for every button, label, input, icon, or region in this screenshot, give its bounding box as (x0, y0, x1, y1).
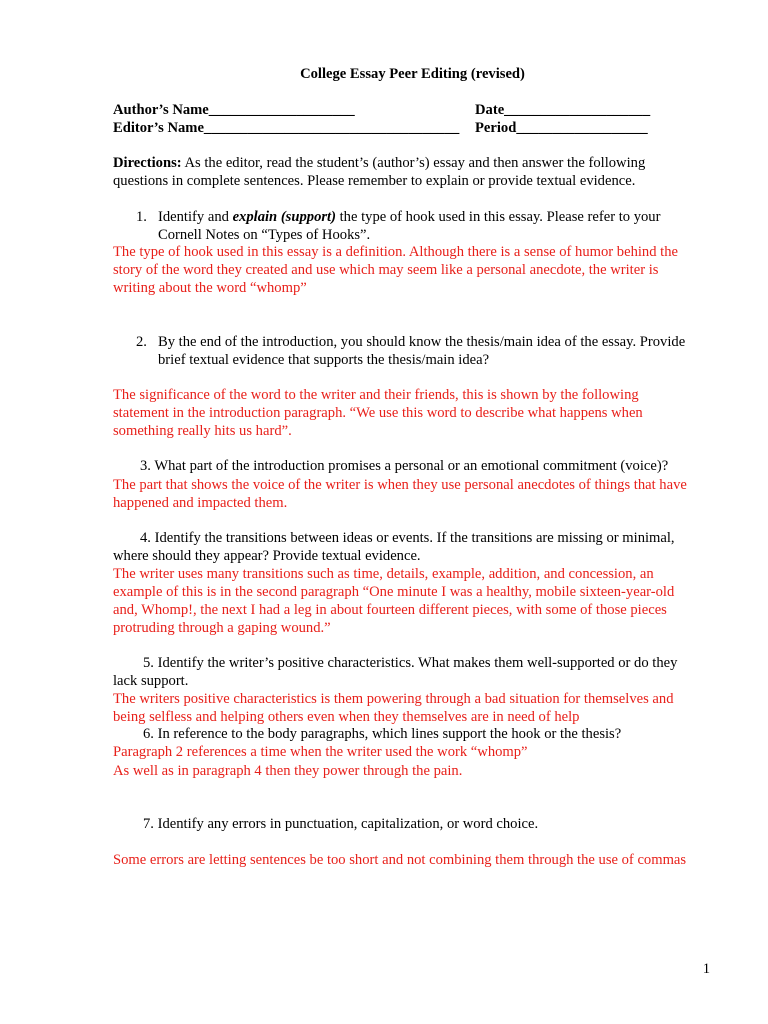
answer-4-line-2: example of this is in the second paragraph “One minute I was a healthy, mobile sixteen-year-old (113, 584, 675, 600)
answer-1-line-2: story of the word they created and use which may seem like a personal anecdote, the writer is (113, 262, 659, 278)
date-field: Date____________________ (475, 102, 651, 118)
question-1-lead: Identify and (158, 209, 233, 225)
answer-2-line-1: The significance of the word to the writer and their friends, this is shown by the following (113, 387, 639, 403)
answer-4-line-1: The writer uses many transitions such as time, details, example, addition, and concession, an (113, 566, 654, 582)
question-1-number: 1. (136, 209, 147, 225)
answer-2-line-3: something really hits us hard”. (113, 423, 292, 439)
answer-6-line-2: As well as in paragraph 4 then they power through the pain. (113, 763, 463, 779)
answer-1-line-1: The type of hook used in this essay is a definition. Although there is a sense of humor behind the (113, 244, 679, 260)
answer-4-line-3: and, Whomp!, the next I had a leg in about fourteen different pieces, with some of those pieces (113, 602, 667, 618)
document-title: College Essay Peer Editing (revised) (300, 66, 525, 82)
answer-4-line-4: protruding through a gaping wound.” (113, 620, 331, 636)
question-3: 3. What part of the introduction promises a personal or an emotional commitment (voice)? (140, 458, 669, 474)
answer-6-line-1: Paragraph 2 references a time when the writer used the work “whomp” (113, 744, 528, 760)
answer-5-line-2: being selfless and helping others even when they themselves are in need of help (113, 709, 580, 725)
author-name-field: Author’s Name____________________ (113, 102, 355, 118)
directions-line-1 (113, 154, 645, 172)
directions-text-1: As the editor, read the student’s (author’s) essay and then answer the following (181, 155, 646, 171)
question-4-line-1: 4. Identify the transitions between ideas or events. If the transitions are missing or minimal, (140, 530, 675, 546)
question-4-line-2: where should they appear? Provide textual evidence. (113, 548, 421, 564)
period-field: Period__________________ (475, 120, 648, 136)
question-1-emphasis: explain (support) (232, 209, 336, 225)
answer-1-line-3: writing about the word “whomp” (113, 280, 307, 296)
question-6: 6. In reference to the body paragraphs, which lines support the hook or the thesis? (143, 726, 622, 742)
page-number: 1 (702, 961, 710, 977)
question-2-number: 2. (136, 334, 147, 350)
question-2-line-2: brief textual evidence that supports the thesis/main idea? (158, 352, 490, 368)
question-5-line-1: 5. Identify the writer’s positive characteristics. What makes them well-supported or do they (143, 655, 678, 671)
directions-text-2: questions in complete sentences. Please remember to explain or provide textual evidence. (113, 173, 636, 189)
question-5-line-2: lack support. (113, 673, 189, 689)
question-1-line-1 (158, 208, 660, 226)
answer-7-line-1: Some errors are letting sentences be too short and not combining them through the use of commas (113, 852, 687, 868)
question-1-line-2: Cornell Notes on “Types of Hooks”. (158, 227, 371, 243)
question-2-line-1: By the end of the introduction, you should know the thesis/main idea of the essay. Provide (158, 334, 686, 350)
answer-3-line-2: happened and impacted them. (113, 495, 288, 511)
question-7: 7. Identify any errors in punctuation, capitalization, or word choice. (143, 816, 539, 832)
answer-2-line-2: statement in the introduction paragraph. “We use this word to describe what happens when (113, 405, 643, 421)
question-1-rest: the type of hook used in this essay. Please refer to your (335, 209, 661, 225)
answer-5-line-1: The writers positive characteristics is them powering through a bad situation for themselves and (113, 691, 674, 707)
answer-3-line-1: The part that shows the voice of the writer is when they use personal anecdotes of things that have (113, 477, 687, 493)
editor-name-field: Editor’s Name___________________________________ (113, 120, 460, 136)
directions-label: Directions: (113, 155, 182, 171)
